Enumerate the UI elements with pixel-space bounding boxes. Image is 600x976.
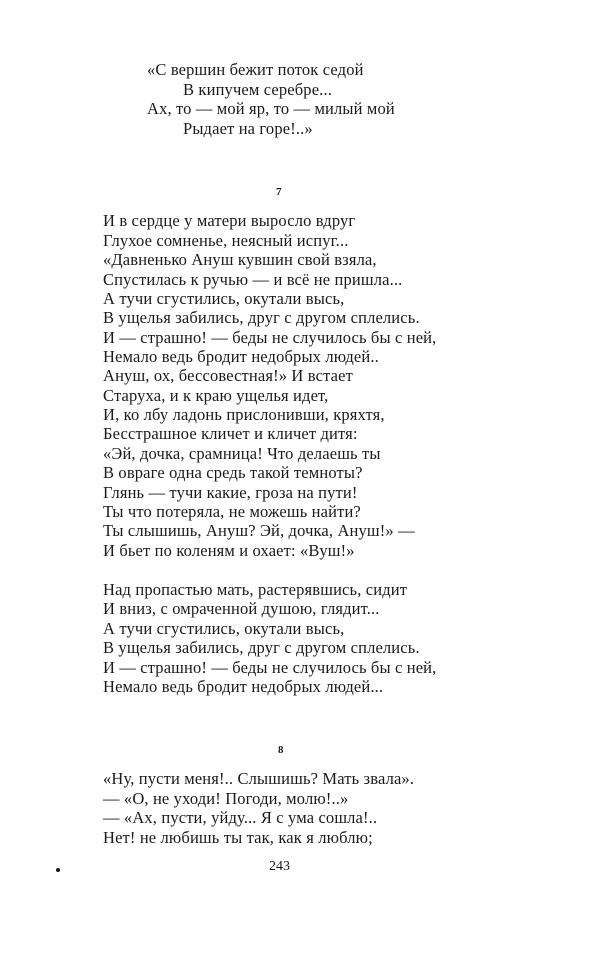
poem-line: — «О, не уходи! Погоди, молю!..» (103, 789, 349, 808)
poem-line: Спустилась к ручью — и всё не пришла... (103, 270, 403, 289)
poem-line: В кипучем серебре... (183, 80, 333, 99)
poem-line: А тучи сгустились, окутали высь, (103, 619, 345, 638)
poem-line: Глухое сомненье, неясный испуг... (103, 231, 349, 250)
poem-line: Ах, то — мой яр, то — милый мой (147, 99, 395, 118)
poem-line: Немало ведь бродит недобрых людей.. (103, 347, 379, 366)
poem-line: Старуха, и к краю ущелья идет, (103, 386, 329, 405)
poem-line: А тучи сгустились, окутали высь, (103, 289, 345, 308)
poem-line: В ущелья забились, друг с другом сплелись. (103, 638, 420, 657)
poem-line: Бесстрашное кличет и кличет дитя: (103, 424, 358, 443)
poem-line: «С вершин бежит поток седой (147, 60, 364, 79)
poem-line: И в сердце у матери выросло вдруг (103, 211, 356, 230)
poem-line: И вниз, с омраченной душою, глядит... (103, 599, 380, 618)
poem-line: И — страшно! — беды не случилось бы с ней, (103, 658, 437, 677)
section-number-8: 8 (278, 744, 284, 756)
poem-line: Ты слышишь, Ануш? Эй, дочка, Ануш!» — (103, 521, 415, 540)
page-number: 243 (269, 859, 290, 874)
poem-line: Ануш, ох, бессовестная!» И встает (103, 366, 353, 385)
poem-line: — «Ах, пусти, уйду... Я с ума сошла!.. (103, 808, 378, 827)
poem-line: В овраге одна средь такой темноты? (103, 463, 363, 482)
scan-speck (56, 868, 60, 872)
poem-line: «Давненько Ануш кувшин свой взяла, (103, 250, 377, 269)
poem-line: «Ну, пусти меня!.. Слышишь? Мать звала». (103, 769, 415, 788)
poem-line: В ущелья забились, друг с другом сплелись. (103, 308, 420, 327)
poem-line: Нет! не любишь ты так, как я люблю; (103, 828, 373, 847)
poem-line: И, ко лбу ладонь прислонивши, кряхтя, (103, 405, 385, 424)
poem-line: И — страшно! — беды не случилось бы с ней, (103, 328, 437, 347)
poem-line: Рыдает на горе!..» (183, 119, 313, 138)
poem-line: Немало ведь бродит недобрых людей... (103, 677, 384, 696)
section-number-7: 7 (276, 186, 282, 198)
poem-line: «Эй, дочка, срамница! Что делаешь ты (103, 444, 381, 463)
poem-line: Глянь — тучи какие, гроза на пути! (103, 483, 358, 502)
poem-line: Над пропастью мать, растерявшись, сидит (103, 580, 408, 599)
poem-line: И бьет по коленям и охает: «Вуш!» (103, 541, 355, 560)
poem-line: Ты что потеряла, не можешь найти? (103, 502, 361, 521)
